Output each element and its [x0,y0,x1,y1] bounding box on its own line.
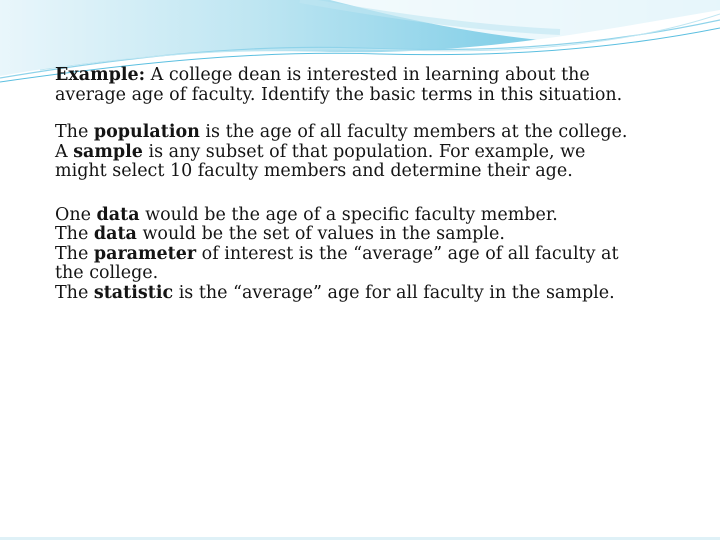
example-label: Example: [55,65,146,85]
population-paragraph [55,123,655,182]
data1-post: would be the age of a specific faculty member. [139,204,558,225]
data-line-1 [55,206,655,226]
data-line-2 [55,225,655,245]
statistic-post: is the “average” age for all faculty in the sample. [173,282,615,303]
sample-pre: A [55,141,74,162]
data1-pre: One [55,204,97,225]
data2-post: would be the set of values in the sample. [136,224,505,244]
term-data-2: data [93,224,137,244]
sample-line-cont: might select 10 faculty members and determine their age. [55,161,573,181]
example-line-2: average age of faculty. Identify the basic terms in this situation. [55,84,623,105]
term-parameter: parameter [93,243,197,264]
data2-pre: The [55,224,94,244]
parameter-post: of interest is the “average” age of all faculty at [196,243,619,264]
statistic-pre: The [55,282,94,303]
population-line [55,123,655,143]
parameter-line-cont: the college. [55,263,159,283]
parameter-line [55,245,655,265]
term-population: population [93,122,200,142]
population-post: is the age of all faculty members at the college. [199,122,628,142]
term-statistic: statistic [93,282,174,303]
sample-line [55,143,655,163]
example-paragraph [55,66,655,105]
parameter-pre: The [55,243,94,264]
population-pre: The [55,122,94,142]
term-sample: sample [73,141,143,162]
footer-accent [0,534,720,540]
example-text-1: A college dean is interested in learning about the [145,65,590,85]
statistic-line [55,284,655,304]
example-line-1 [55,66,655,86]
sample-post: is any subset of that population. For example, we [142,141,586,162]
term-data-1: data [96,204,140,225]
terms-paragraph [55,206,655,304]
slide-body [55,66,655,303]
